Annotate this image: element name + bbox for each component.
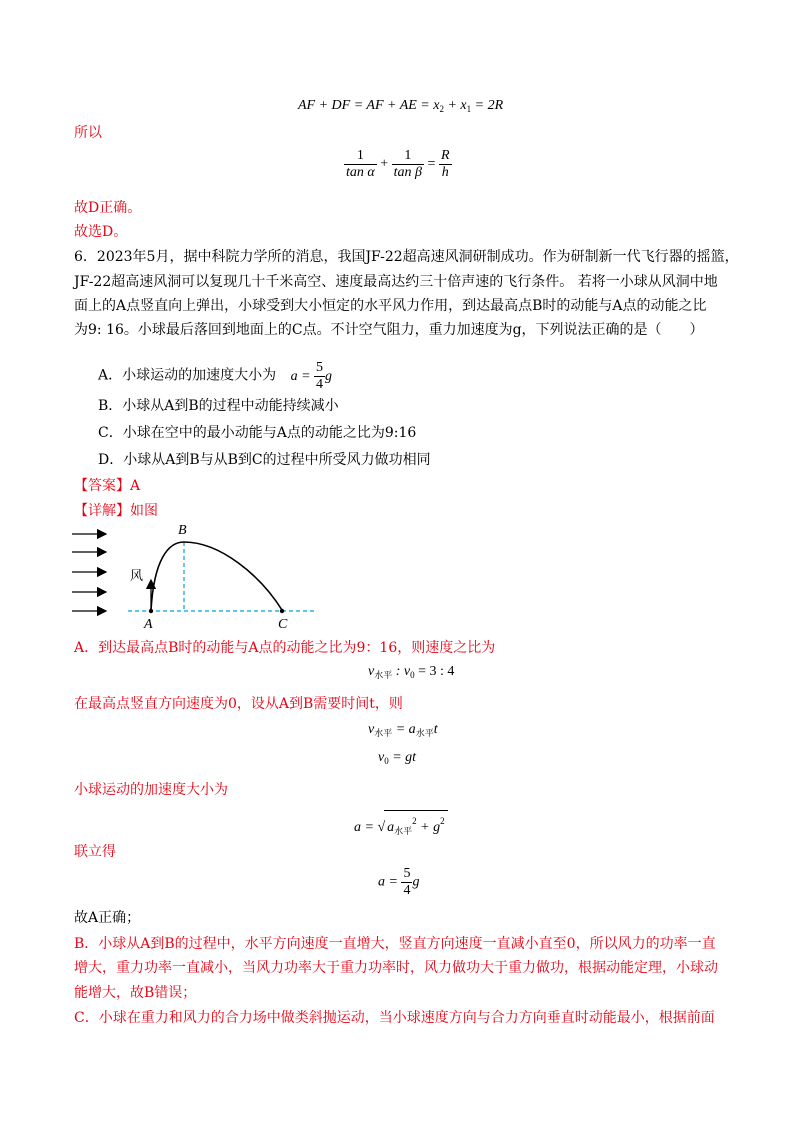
choose-d-text: 故选D。 [74, 224, 128, 240]
option-a-g: g [325, 368, 333, 384]
eq5-frac-num: 5 [403, 866, 411, 881]
eq3-v: v [378, 750, 385, 765]
exp-a-line-4: 联立得 [74, 844, 116, 860]
label-c: C [278, 617, 288, 632]
eq-tan-equals: = [427, 156, 436, 172]
option-a [98, 360, 332, 393]
equation-result [378, 866, 419, 899]
exp-a-line-3: 小球运动的加速度大小为 [74, 782, 228, 798]
eq4-a: a [387, 820, 395, 835]
eq5-frac [401, 866, 412, 899]
eq-tan-plus: + [380, 156, 389, 172]
option-a-eq-lhs: a = [290, 368, 311, 384]
eq5-frac-den: 4 [403, 883, 411, 898]
d-correct-text: 故D正确。 [74, 200, 142, 216]
label-b: B [178, 523, 187, 538]
eq4-a-sub: 水平 [394, 827, 413, 837]
frac1-den: tan α [346, 165, 375, 180]
frac1-num: 1 [344, 148, 377, 165]
eq4-lhs: a = [354, 820, 374, 835]
exp-a-line-1: A．到达最高点B时的动能与A点的动能之比为9：16，则速度之比为 [74, 640, 496, 656]
eq-top-x1-sub: 1 [466, 104, 472, 114]
equation-sum [298, 96, 503, 119]
eq2-a-sub: 水平 [415, 729, 434, 739]
eq-v0-sub: 0 [410, 670, 415, 680]
frac-r-h [439, 148, 452, 181]
exp-b-line-3: 能增大，故B错误； [74, 985, 197, 1001]
exp-c-line-1: C．小球在重力和风力的合力场中做类斜抛运动，当小球速度方向与合力方向垂直时动能最小，根据前面 [74, 1010, 715, 1026]
frac2-den: tan β [393, 165, 423, 180]
exp-b-line-2: 增大，重力功率一直减小，当风力功率大于重力功率时，风力做功大于重力做功，根据动能定理，小球动 [74, 960, 718, 976]
option-a-equation [290, 360, 333, 392]
eq2-t: t [433, 722, 438, 737]
eq4-sup: 2 [412, 816, 417, 826]
eq4-plus: + g [416, 820, 441, 835]
eq-v-sub: 水平 [374, 671, 393, 681]
equation-ratio [368, 662, 454, 686]
trajectory-curve [151, 542, 282, 610]
option-a-text: A．小球运动的加速度大小为 [98, 367, 277, 384]
question-line-4: 为9: 16。小球最后落回到地面上的C点。不计空气阻力，重力加速度为g，下列说法正确的是（ ） [74, 322, 704, 338]
option-d: D．小球从A到B与从B到C的过程中所受风力做功相同 [98, 452, 431, 468]
eq2-v: v [368, 722, 375, 737]
option-a-frac-num: 5 [316, 360, 324, 375]
sqrt-sign: √ [377, 820, 386, 835]
suoyi-text: 所以 [74, 125, 102, 141]
option-a-frac-den: 4 [316, 377, 324, 392]
eq-v-rest: : v [392, 664, 411, 679]
eq5-g: g [412, 874, 420, 890]
eq-top-plus-x: + x [443, 98, 467, 113]
point-c [280, 609, 284, 613]
equation-accel [354, 810, 448, 842]
eq-top-x2-sub: 2 [439, 104, 444, 114]
eq-top-lhs: AF + DF = AF + AE = x [298, 98, 440, 113]
question-line-1: 6．2023年5月，据中科院力学所的消息，我国JF-22超高速风洞研制成功。作为研制新一代飞行器的摇篮， [74, 249, 739, 265]
frac-tan-beta [392, 148, 424, 181]
exp-a-line-2: 在最高点竖直方向速度为0，设从A到B需要时间t，则 [74, 696, 403, 712]
option-c: C．小球在空中的最小动能与A点的动能之比为9:16 [98, 425, 417, 441]
option-a-frac [314, 360, 325, 393]
frac3-num: R [440, 148, 450, 163]
equation-tan [344, 148, 452, 181]
eq4-sup2: 2 [440, 816, 445, 826]
point-a [149, 609, 153, 613]
exp-b-line-1: B．小球从A到B的过程中，水平方向速度一直增大，竖直方向速度一直减小直至0，所以风力的功率一直 [74, 936, 716, 952]
eq-v-rhs: = 3 : 4 [414, 664, 455, 679]
equation-v0 [378, 748, 416, 771]
question-line-2: JF-22超高速风洞可以复现几十千米高空、速度最高达约三十倍声速的飞行条件。 若将一小球从风洞中地 [74, 274, 718, 290]
eq-v: v [368, 664, 375, 679]
question-line-3: 面上的A点竖直向上弹出，小球受到大小恒定的水平风力作用，到达最高点B时的动能与A点的动能之比 [74, 298, 707, 314]
eq3-rhs: = gt [388, 750, 417, 765]
option-b: B．小球从A到B的过程中动能持续减小 [98, 398, 339, 414]
frac-tan-alpha [344, 148, 377, 181]
eq-top-rhs: = 2R [471, 98, 504, 113]
eq5-lhs: a = [378, 874, 398, 890]
detail-label: 【详解】如图 [74, 503, 158, 519]
exp-a-conclusion: 故A正确； [74, 910, 141, 926]
eq2-v-sub: 水平 [374, 729, 393, 739]
label-a: A [144, 617, 153, 632]
frac2-num: 1 [392, 148, 424, 165]
frac3-den: h [441, 165, 449, 180]
sqrt-body [384, 810, 447, 842]
trajectory-diagram [70, 520, 330, 632]
label-wind: 风 [130, 569, 144, 584]
answer-label: 【答案】A [74, 478, 141, 494]
equation-vh [368, 720, 438, 744]
eq2-rhs: = a [392, 722, 416, 737]
eq3-sub: 0 [384, 756, 389, 766]
